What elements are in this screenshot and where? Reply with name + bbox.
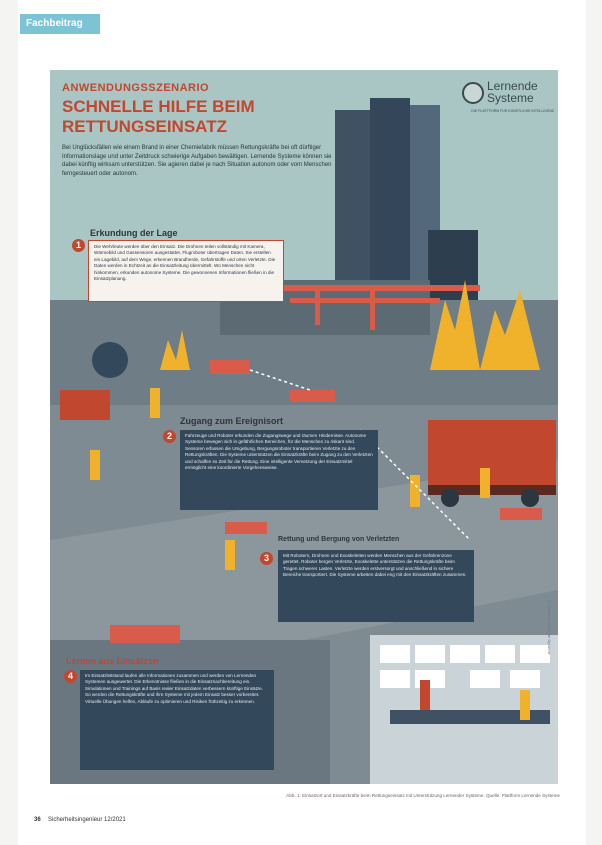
step-3-number: 3 (260, 552, 273, 565)
lernende-systeme-logo (462, 76, 554, 122)
step-1-text: Die Wehrleute werden über den Einsatz. Die Drohnen teilen vollständig mit Kamera, Wärmebild und Gassensoren ausgestattet. Flugroboter übertragen Daten. Sie erstellen ein Lagebild, auf dem Wege, erkennen Brandherde, Gefahrstoffe und orten Verletzte. Die Daten werden in Echtzeit an die Einsatzleitung übermittelt. Wo Menschen nicht hinkommen, erkunden autonome Systeme. Die gewonnenen Informationen fließen in die Einsatzplanung. (88, 240, 284, 302)
step-3-text: Mit Robotern, Drohnen und Exoskeletten werden Menschen aus der Gefahrenzone gerettet. Roboter bergen Verletzte, Exoskelette unterstützen die Rettungskräfte beim Tragen schwerer Lasten. Verletzte werden erstversorgt und anschließend in sichere Bereiche transportiert. Die Systeme arbeiten dabei eng mit den Einsatzkräften zusammen. (278, 550, 474, 622)
step-1-number: 1 (72, 239, 85, 252)
magazine-name: Sicherheitsingenieur 12/2021 (48, 817, 126, 823)
scenario-eyebrow: ANWENDUNGSSZENARIO (62, 82, 210, 94)
step-3-heading: Rettung und Bergung von Verletzten (278, 536, 400, 543)
step-4-text: Im Einsatzleitstand laufen alle Informationen zusammen und werden von Lernenden Systemen ausgewertet. Die Erkenntnisse fließen in die Einsatznachbereitung ein. Simulationen und Trainings auf Basis realer Einsatzdaten verbessern künftige Einsätze. So werden die Rettungskräfte und ihre Systeme mit jedem Einsatz besser vorbereitet. Virtuelle Übungen helfen, Abläufe zu optimieren und Risiken frühzeitig zu erkennen. (80, 670, 274, 770)
section-tag: Fachbeitrag (20, 14, 100, 34)
logo-subtitle: DIE PLATTFORM FÜR KÜNSTLICHE INTELLIGENZ (471, 109, 554, 113)
figure-caption: Abb. 1: Einsatzort und Einsatzkräfte beim Rettungseinsatz mit Unterstützung Lernender Systeme. Quelle: Plattform Lernende Systeme (286, 793, 560, 798)
side-credit: © Plattform Lernende Systeme (547, 600, 552, 655)
logo-text-line1: Lernende (487, 79, 538, 93)
step-2-number: 2 (163, 430, 176, 443)
step-2-text: Fahrzeuge und Roboter erkunden die Zugangswege und räumen Hindernisse. Autonome Systeme bewegen sich in gefährlichen Bereichen, für die Menschen zu riskant sind. Sensoren erfassen die Umgebung, Bergungsroboter transportieren Verletzte zu den Rettungskräften. Die Systeme unterstützen die Einsatzkräfte beim Zugang zu den Verletzten und schaffen so Zeit für die Rettung. Eine intelligente Vernetzung der Einsatzmittel ermöglicht eine koordinierte Vorgehensweise. (180, 430, 378, 510)
poster-intro: Bei Unglücksfällen wie einem Brand in einer Chemiefabrik müssen Rettungskräfte bei oft dürftiger Informationslage und unter Zeitdruck schwierige Aufgaben bewältigen. Lernende Systeme können sie dabei künftig wirksam unterstützen. Sie agieren dabei je nach Situation autonom oder vom Menschen ferngesteuert oder autonom. (62, 145, 332, 177)
page-number: 36 (34, 817, 41, 823)
step-4-heading: Lernen aus Einsätzen (66, 656, 159, 666)
logo-mark-icon (462, 82, 484, 104)
step-1-heading: Erkundung der Lage (90, 228, 178, 238)
logo-text-line2: Systeme (487, 91, 534, 105)
infographic-poster (50, 70, 558, 784)
step-2-heading: Zugang zum Ereignisort (180, 416, 284, 426)
step-4-number: 4 (64, 670, 77, 683)
poster-title: SCHNELLE HILFE BEIM RETTUNGSEINSATZ (62, 97, 255, 136)
